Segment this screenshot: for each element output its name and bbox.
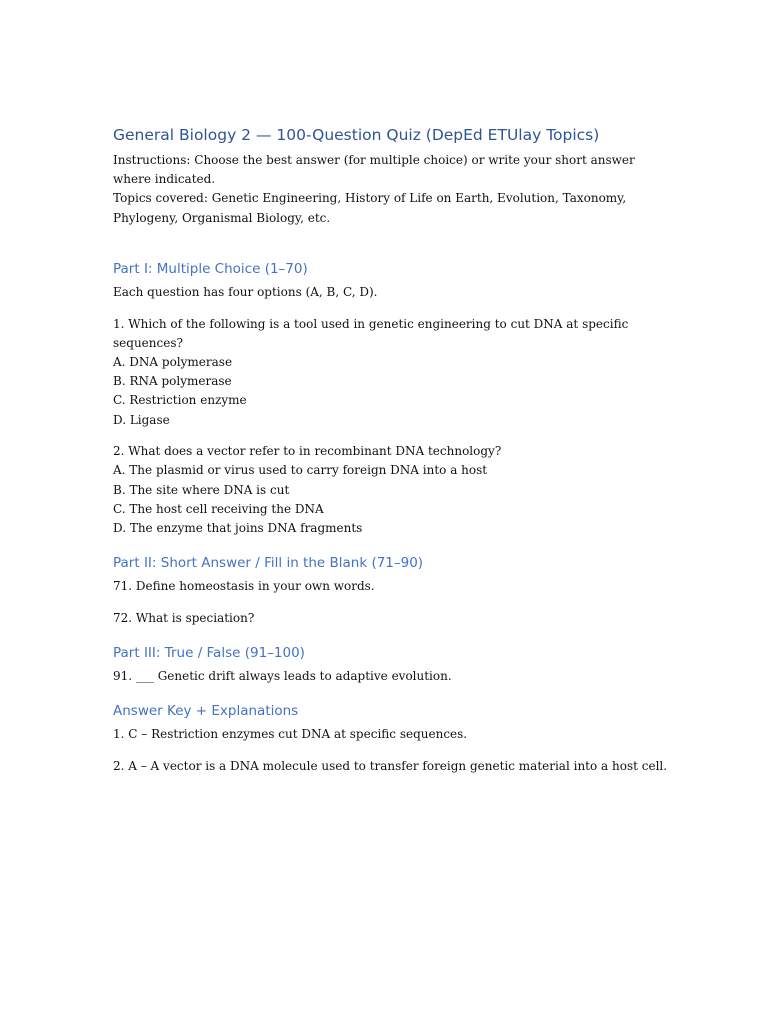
option-d: D. Ligase [113,412,170,427]
document-page [113,124,668,776]
question-2 [113,442,653,538]
part1-heading: Part I: Multiple Choice (1–70) [113,260,308,277]
question-91: 91. ___ Genetic drift always leads to adaptive evolution. [113,669,452,684]
intro-line: Topics covered: Genetic Engineering, History of Life on Earth, Evolution, Taxonomy, [113,191,627,206]
option-c: C. The host cell receiving the DNA [113,501,324,516]
question-text: 2. What does a vector refer to in recombinant DNA technology? [113,444,502,459]
option-b: B. The site where DNA is cut [113,482,290,497]
intro-line: where indicated. [113,172,216,187]
part3-heading: Part III: True / False (91–100) [113,645,305,662]
part2-heading: Part II: Short Answer / Fill in the Blank (71–90) [113,555,424,572]
option-d: D. The enzyme that joins DNA fragments [113,521,363,536]
answer-key-heading: Answer Key + Explanations [113,703,299,720]
document-title: General Biology 2 — 100-Question Quiz (DepEd ETUlay Topics) [113,126,600,144]
question-72: 72. What is speciation? [113,610,255,625]
answer-2: 2. A – A vector is a DNA molecule used to transfer foreign genetic material into a host cell. [113,759,668,774]
question-text: 1. Which of the following is a tool used in genetic engineering to cut DNA at specific [113,316,629,331]
option-a: A. The plasmid or virus used to carry foreign DNA into a host [113,463,488,478]
answer-1: 1. C – Restriction enzymes cut DNA at specific sequences. [113,727,468,742]
question-text: sequences? [113,335,183,350]
option-b: B. RNA polymerase [113,374,232,389]
question-71: 71. Define homeostasis in your own words. [113,579,375,594]
part1-note: Each question has four options (A, B, C, D). [113,284,378,299]
intro-line: Phylogeny, Organismal Biology, etc. [113,210,331,225]
question-1 [113,315,653,430]
option-a: A. DNA polymerase [113,354,233,369]
intro-text [113,151,653,228]
option-c: C. Restriction enzyme [113,393,247,408]
intro-line: Instructions: Choose the best answer (for multiple choice) or write your short answer [113,153,635,167]
